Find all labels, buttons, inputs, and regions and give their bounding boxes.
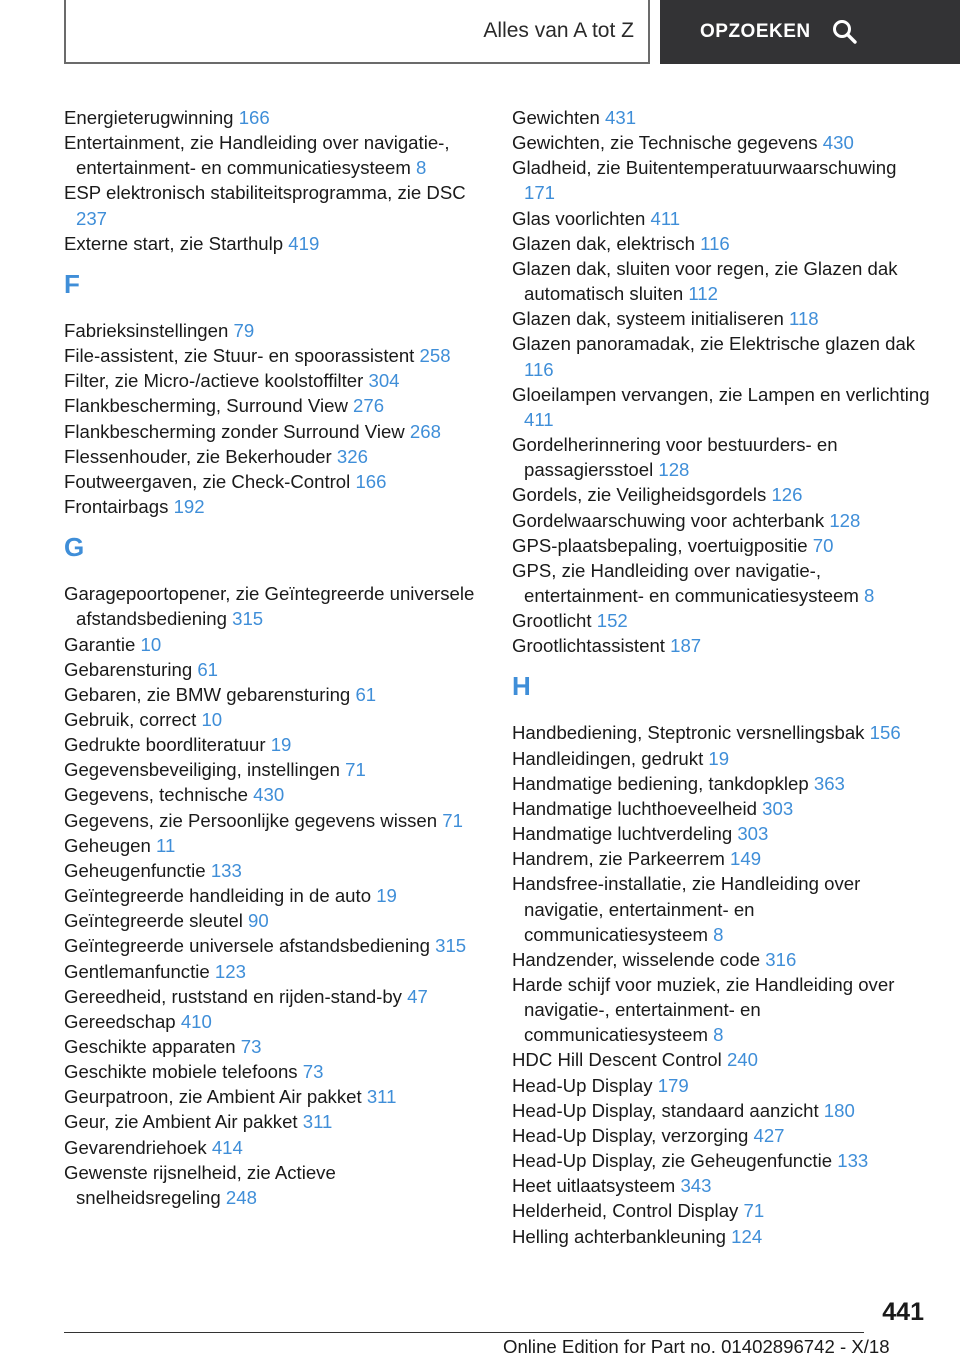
index-entry-page-link[interactable]: 187 xyxy=(670,635,702,657)
index-entry xyxy=(64,130,484,180)
index-entry-page-link[interactable]: 315 xyxy=(232,608,264,630)
index-entry-page-link[interactable]: 430 xyxy=(253,784,285,806)
index-entry-text: Gebruik, correct xyxy=(64,708,197,730)
index-entry-text: Gordelwaarschuwing voor achterbank xyxy=(512,509,825,531)
index-entry-text: Gewichten xyxy=(512,107,600,128)
index-entry xyxy=(512,1123,932,1148)
index-entry xyxy=(512,1173,932,1198)
index-entry-page-link[interactable]: 303 xyxy=(762,797,794,819)
index-entry-page-link[interactable]: 61 xyxy=(355,683,377,705)
index-entry-page-link[interactable]: 149 xyxy=(730,848,762,870)
index-entry-page-link[interactable]: 303 xyxy=(737,823,769,845)
index-section-letter: F xyxy=(64,268,80,299)
index-entry xyxy=(512,633,932,658)
index-entry-page-link[interactable]: 19 xyxy=(376,885,397,907)
index-entry-text: Externe start, zie Starthulp xyxy=(64,232,284,254)
index-entry-page-link[interactable]: 8 xyxy=(713,923,724,945)
index-entry xyxy=(64,469,484,494)
index-entry xyxy=(512,558,932,608)
index-entry-text: Gladheid, zie Buitentemperatuurwaarschuwing xyxy=(512,157,897,179)
index-entry-page-link[interactable]: 427 xyxy=(753,1124,785,1146)
index-entry xyxy=(512,608,932,633)
index-entry xyxy=(64,682,484,707)
index-entry xyxy=(64,494,484,519)
index-entry-page-link[interactable]: 70 xyxy=(812,534,834,556)
footer-edition: Online Edition for Part no. 01402896742 - X/18 xyxy=(503,1336,890,1357)
index-entry-text: Geurpatroon, zie Ambient Air pakket xyxy=(64,1086,362,1108)
index-entry-page-link[interactable]: 112 xyxy=(688,283,718,305)
index-entry-page-link[interactable]: 90 xyxy=(248,910,269,932)
index-entry-page-link[interactable]: 248 xyxy=(225,1186,257,1208)
index-entry xyxy=(64,833,484,858)
index-entry-text: Harde schijf voor muziek, zie Handleiding over navigatie-, entertainment- en communicatiesysteem xyxy=(512,974,895,1046)
index-entry-text: Head-Up Display xyxy=(512,1074,653,1096)
index-entry xyxy=(64,883,484,908)
index-entry xyxy=(512,382,932,432)
top-tab-bar xyxy=(64,0,960,64)
index-entry-text: Gegevensbeveiliging, instellingen xyxy=(64,759,340,781)
index-entry-page-link[interactable]: 61 xyxy=(197,658,219,680)
index-entry-text: GPS, zie Handleiding over navigatie-, entertainment- en communicatiesysteem xyxy=(512,559,859,606)
index-entry-text: Glas voorlichten xyxy=(512,207,646,229)
index-entry-page-link[interactable]: 11 xyxy=(156,834,176,856)
index-entry-page-link[interactable]: 171 xyxy=(524,182,556,204)
index-entry xyxy=(64,1084,484,1109)
index-entry-text: Garagepoortopener, zie Geïntegreerde universele afstandsbediening xyxy=(64,583,475,630)
index-entry-text: Gewenste rijsnelheid, zie Actieve snelheidsregeling xyxy=(64,1161,336,1208)
index-entry-page-link[interactable]: 311 xyxy=(366,1086,397,1108)
index-entry-page-link[interactable]: 326 xyxy=(336,445,368,467)
index-entry xyxy=(64,1009,484,1034)
index-entry-text: Handsfree-installatie, zie Handleiding over navigatie, entertainment- en communicatiesysteem xyxy=(512,873,861,945)
index-entry-text: Entertainment, zie Handleiding over navigatie-, entertainment- en communicatiesysteem xyxy=(64,132,450,179)
index-entry-text: Handmatige luchtverdeling xyxy=(512,823,733,845)
index-entry xyxy=(64,908,484,933)
index-entry-text: File-assistent, zie Stuur- en spoorassistent xyxy=(64,345,415,367)
index-entry-page-link[interactable]: 419 xyxy=(288,232,320,254)
index-entry-text: Gordels, zie Veiligheidsgordels xyxy=(512,484,767,506)
index-entry-page-link[interactable]: 237 xyxy=(76,207,108,229)
tab-a-to-z[interactable] xyxy=(64,0,650,64)
index-entry xyxy=(64,782,484,807)
index-entry-text: Helling achterbankleuning xyxy=(512,1225,726,1247)
index-entry-text: Handleidingen, gedrukt xyxy=(512,747,704,769)
index-entry-page-link[interactable]: 10 xyxy=(140,633,162,655)
index-entry-page-link[interactable]: 430 xyxy=(822,132,854,154)
index-entry-text: Helderheid, Control Display xyxy=(512,1200,739,1222)
index-entry xyxy=(512,1148,932,1173)
index-entry-page-link[interactable]: 411 xyxy=(650,207,681,229)
index-entry xyxy=(64,1109,484,1134)
index-entry-page-link[interactable]: 116 xyxy=(524,358,554,380)
index-entry xyxy=(64,959,484,984)
index-entry xyxy=(64,318,484,343)
index-entry-page-link[interactable]: 124 xyxy=(731,1225,763,1247)
index-entry-page-link[interactable]: 123 xyxy=(214,960,246,982)
index-entry-text: Head-Up Display, standaard aanzicht xyxy=(512,1099,819,1121)
index-entry xyxy=(64,231,484,256)
index-entry xyxy=(64,1135,484,1160)
index-entry-page-link[interactable]: 133 xyxy=(837,1150,869,1172)
index-entry-page-link[interactable]: 311 xyxy=(302,1111,333,1133)
index-entry-text: Glazen dak, systeem initialiseren xyxy=(512,308,784,330)
index-entry-text: Gereedheid, ruststand en rijden-stand-by xyxy=(64,985,402,1007)
index-entry xyxy=(64,858,484,883)
index-column-left xyxy=(64,105,484,1210)
index-entry xyxy=(512,306,932,331)
index-entry-text: Gedrukte boordliteratuur xyxy=(64,734,266,756)
magnifier-icon xyxy=(831,18,859,46)
index-entry-page-link[interactable]: 240 xyxy=(726,1049,758,1071)
index-entry-text: Geschikte apparaten xyxy=(64,1036,236,1057)
index-entry-page-link[interactable]: 8 xyxy=(864,584,875,606)
index-entry-text: Heet uitlaatsysteem xyxy=(512,1175,676,1197)
index-section-letter: H xyxy=(512,671,531,702)
index-entry-page-link[interactable]: 128 xyxy=(829,509,861,531)
index-entry-text: ESP elektronisch stabiliteitsprogramma, zie DSC xyxy=(64,182,466,204)
page-number: 441 xyxy=(882,1298,924,1326)
index-entry-text: Handmatige luchthoeveelheid xyxy=(512,797,757,819)
index-entry xyxy=(64,1160,484,1210)
tab-search-label: OPZOEKEN xyxy=(700,21,811,42)
index-entry xyxy=(512,1198,932,1223)
index-entry-page-link[interactable]: 19 xyxy=(270,734,292,756)
index-entry-page-link[interactable]: 126 xyxy=(771,484,803,506)
index-entry-page-link[interactable]: 10 xyxy=(201,708,223,730)
index-entry-text: Flankbescherming, Surround View xyxy=(64,395,348,417)
index-entry xyxy=(512,746,932,771)
index-entry-page-link[interactable]: 179 xyxy=(657,1074,689,1096)
index-entry xyxy=(64,933,484,958)
index-entry-text: Geïntegreerde handleiding in de auto xyxy=(64,885,372,907)
index-entry-page-link[interactable]: 276 xyxy=(353,395,385,417)
index-entry-page-link[interactable]: 8 xyxy=(416,157,427,179)
index-entry xyxy=(64,444,484,469)
index-entry-page-link[interactable]: 166 xyxy=(238,107,270,128)
index-entry xyxy=(64,1059,484,1084)
index-entry-page-link[interactable]: 128 xyxy=(658,459,690,481)
index-entry-text: Geschikte mobiele telefoons xyxy=(64,1061,298,1083)
index-entry-page-link[interactable]: 71 xyxy=(442,809,463,831)
index-entry xyxy=(512,720,932,745)
index-entry-page-link[interactable]: 71 xyxy=(345,759,366,781)
index-entry-text: Geheugenfunctie xyxy=(64,859,206,881)
index-entry-page-link[interactable]: 268 xyxy=(409,420,441,442)
index-entry xyxy=(512,972,932,1047)
index-entry-page-link[interactable]: 411 xyxy=(524,408,554,430)
index-entry-page-link[interactable]: 73 xyxy=(240,1036,262,1057)
index-entry xyxy=(512,1098,932,1123)
index-entry xyxy=(512,1224,932,1249)
index-entry xyxy=(512,482,932,507)
index-entry-page-link[interactable]: 156 xyxy=(869,722,901,744)
index-entry-page-link[interactable]: 363 xyxy=(813,772,845,794)
index-entry-page-link[interactable]: 116 xyxy=(700,232,730,254)
index-entry-page-link[interactable]: 19 xyxy=(708,747,730,769)
index-entry-text: Flankbescherming zonder Surround View xyxy=(64,420,405,442)
index-entry-page-link[interactable]: 47 xyxy=(407,985,428,1007)
index-entry xyxy=(64,180,484,230)
index-entry xyxy=(512,1073,932,1098)
index-entry-page-link[interactable]: 73 xyxy=(302,1061,324,1083)
index-entry-text: Gentlemanfunctie xyxy=(64,960,210,982)
index-entry-page-link[interactable]: 180 xyxy=(823,1099,855,1121)
index-entry-page-link[interactable]: 315 xyxy=(435,935,467,957)
index-entry xyxy=(512,130,932,155)
index-entry-text: Gebarensturing xyxy=(64,658,193,680)
index-entry-text: Gewichten, zie Technische gegevens xyxy=(512,132,818,154)
index-entry xyxy=(512,771,932,796)
index-entry-text: Geheugen xyxy=(64,834,151,856)
index-entry-text: Head-Up Display, verzorging xyxy=(512,1124,749,1146)
tab-search[interactable] xyxy=(660,0,960,64)
index-entry-page-link[interactable]: 258 xyxy=(419,345,451,367)
index-entry-text: Filter, zie Micro-/actieve koolstoffilter xyxy=(64,370,364,392)
index-entry-page-link[interactable]: 79 xyxy=(233,319,255,341)
index-column-right xyxy=(512,105,932,1249)
index-entry-page-link[interactable]: 192 xyxy=(173,496,205,518)
index-entry-text: Gevarendriehoek xyxy=(64,1136,207,1158)
index-entry xyxy=(64,581,484,631)
index-entry xyxy=(64,343,484,368)
index-entry-text: Foutweergaven, zie Check-Control xyxy=(64,470,351,492)
index-entry-page-link[interactable]: 8 xyxy=(713,1024,724,1046)
index-entry-text: Gegevens, technische xyxy=(64,784,248,806)
index-entry-text: Geur, zie Ambient Air pakket xyxy=(64,1111,298,1133)
index-entry xyxy=(64,632,484,657)
index-entry xyxy=(512,331,932,381)
index-entry xyxy=(64,732,484,757)
tab-a-to-z-label: Alles van A tot Z xyxy=(483,19,634,42)
index-entry-text: Fabrieksinstellingen xyxy=(64,319,229,341)
index-entry-page-link[interactable]: 316 xyxy=(765,948,797,970)
index-entry xyxy=(512,256,932,306)
index-entry-text: Geïntegreerde sleutel xyxy=(64,910,243,932)
index-entry xyxy=(512,821,932,846)
index-entry xyxy=(512,871,932,946)
index-entry xyxy=(64,757,484,782)
index-entry xyxy=(512,796,932,821)
index-entry-text: GPS-plaatsbepaling, voertuigpositie xyxy=(512,534,808,556)
index-entry xyxy=(64,707,484,732)
index-entry-page-link[interactable]: 166 xyxy=(355,470,387,492)
index-entry xyxy=(512,432,932,482)
index-entry-text: Gebaren, zie BMW gebarensturing xyxy=(64,683,351,705)
index-entry-page-link[interactable]: 152 xyxy=(596,610,628,632)
index-entry xyxy=(64,419,484,444)
index-entry xyxy=(64,393,484,418)
footer-divider xyxy=(64,1332,864,1333)
index-entry-page-link[interactable]: 410 xyxy=(180,1010,212,1032)
index-entry-text: Handzender, wisselende code xyxy=(512,948,761,970)
index-entry xyxy=(512,105,932,130)
index-entry xyxy=(512,533,932,558)
index-entry-text: Glazen dak, sluiten voor regen, zie Glazen dak automatisch sluiten xyxy=(512,257,898,305)
index-entry xyxy=(512,231,932,256)
index-entry-text: Handmatige bediening, tankdopklep xyxy=(512,772,809,794)
index-entry xyxy=(64,105,484,130)
index-entry-page-link[interactable]: 304 xyxy=(368,370,400,392)
index-entry-text: HDC Hill Descent Control xyxy=(512,1049,722,1071)
index-entry xyxy=(64,984,484,1009)
index-entry-text: Glazen dak, elektrisch xyxy=(512,232,695,254)
index-entry-text: Handrem, zie Parkeerrem xyxy=(512,848,725,870)
index-section-letter: G xyxy=(64,532,85,563)
index-entry xyxy=(512,947,932,972)
index-entry xyxy=(512,846,932,871)
index-entry xyxy=(64,808,484,833)
index-entry-text: Garantie xyxy=(64,633,136,655)
index-entry-text: Gloeilampen vervangen, zie Lampen en verlichting xyxy=(512,383,930,405)
index-entry-text: Gereedschap xyxy=(64,1010,176,1032)
index-entry-text: Gordelherinnering voor bestuurders- en passagiersstoel xyxy=(512,434,838,481)
index-entry-text: Geïntegreerde universele afstandsbediening xyxy=(64,935,430,957)
index-entry-text: Flessenhouder, zie Bekerhouder xyxy=(64,445,332,467)
index-entry xyxy=(64,657,484,682)
index-entry-page-link[interactable]: 118 xyxy=(788,308,819,330)
index-entry xyxy=(64,1034,484,1059)
index-entry-text: Glazen panoramadak, zie Elektrische glazen dak xyxy=(512,333,916,355)
index-entry-text: Head-Up Display, zie Geheugenfunctie xyxy=(512,1150,833,1172)
index-entry-text: Handbediening, Steptronic versnellingsbak xyxy=(512,722,865,744)
index-entry-page-link[interactable]: 431 xyxy=(605,107,637,128)
index-entry-page-link[interactable]: 133 xyxy=(210,859,242,881)
index-entry-text: Gegevens, zie Persoonlijke gegevens wissen xyxy=(64,809,438,831)
index-entry xyxy=(64,368,484,393)
index-entry-text: Grootlicht xyxy=(512,610,592,632)
index-entry-page-link[interactable]: 343 xyxy=(680,1175,712,1197)
index-entry xyxy=(512,155,932,205)
index-entry xyxy=(512,1047,932,1072)
index-entry xyxy=(512,206,932,231)
index-entry-text: Energieterugwinning xyxy=(64,107,234,128)
index-entry-text: Frontairbags xyxy=(64,496,169,518)
index-entry-page-link[interactable]: 71 xyxy=(743,1200,765,1222)
index-entry-text: Grootlichtassistent xyxy=(512,635,665,657)
index-entry xyxy=(512,508,932,533)
index-entry-page-link[interactable]: 414 xyxy=(211,1136,243,1158)
